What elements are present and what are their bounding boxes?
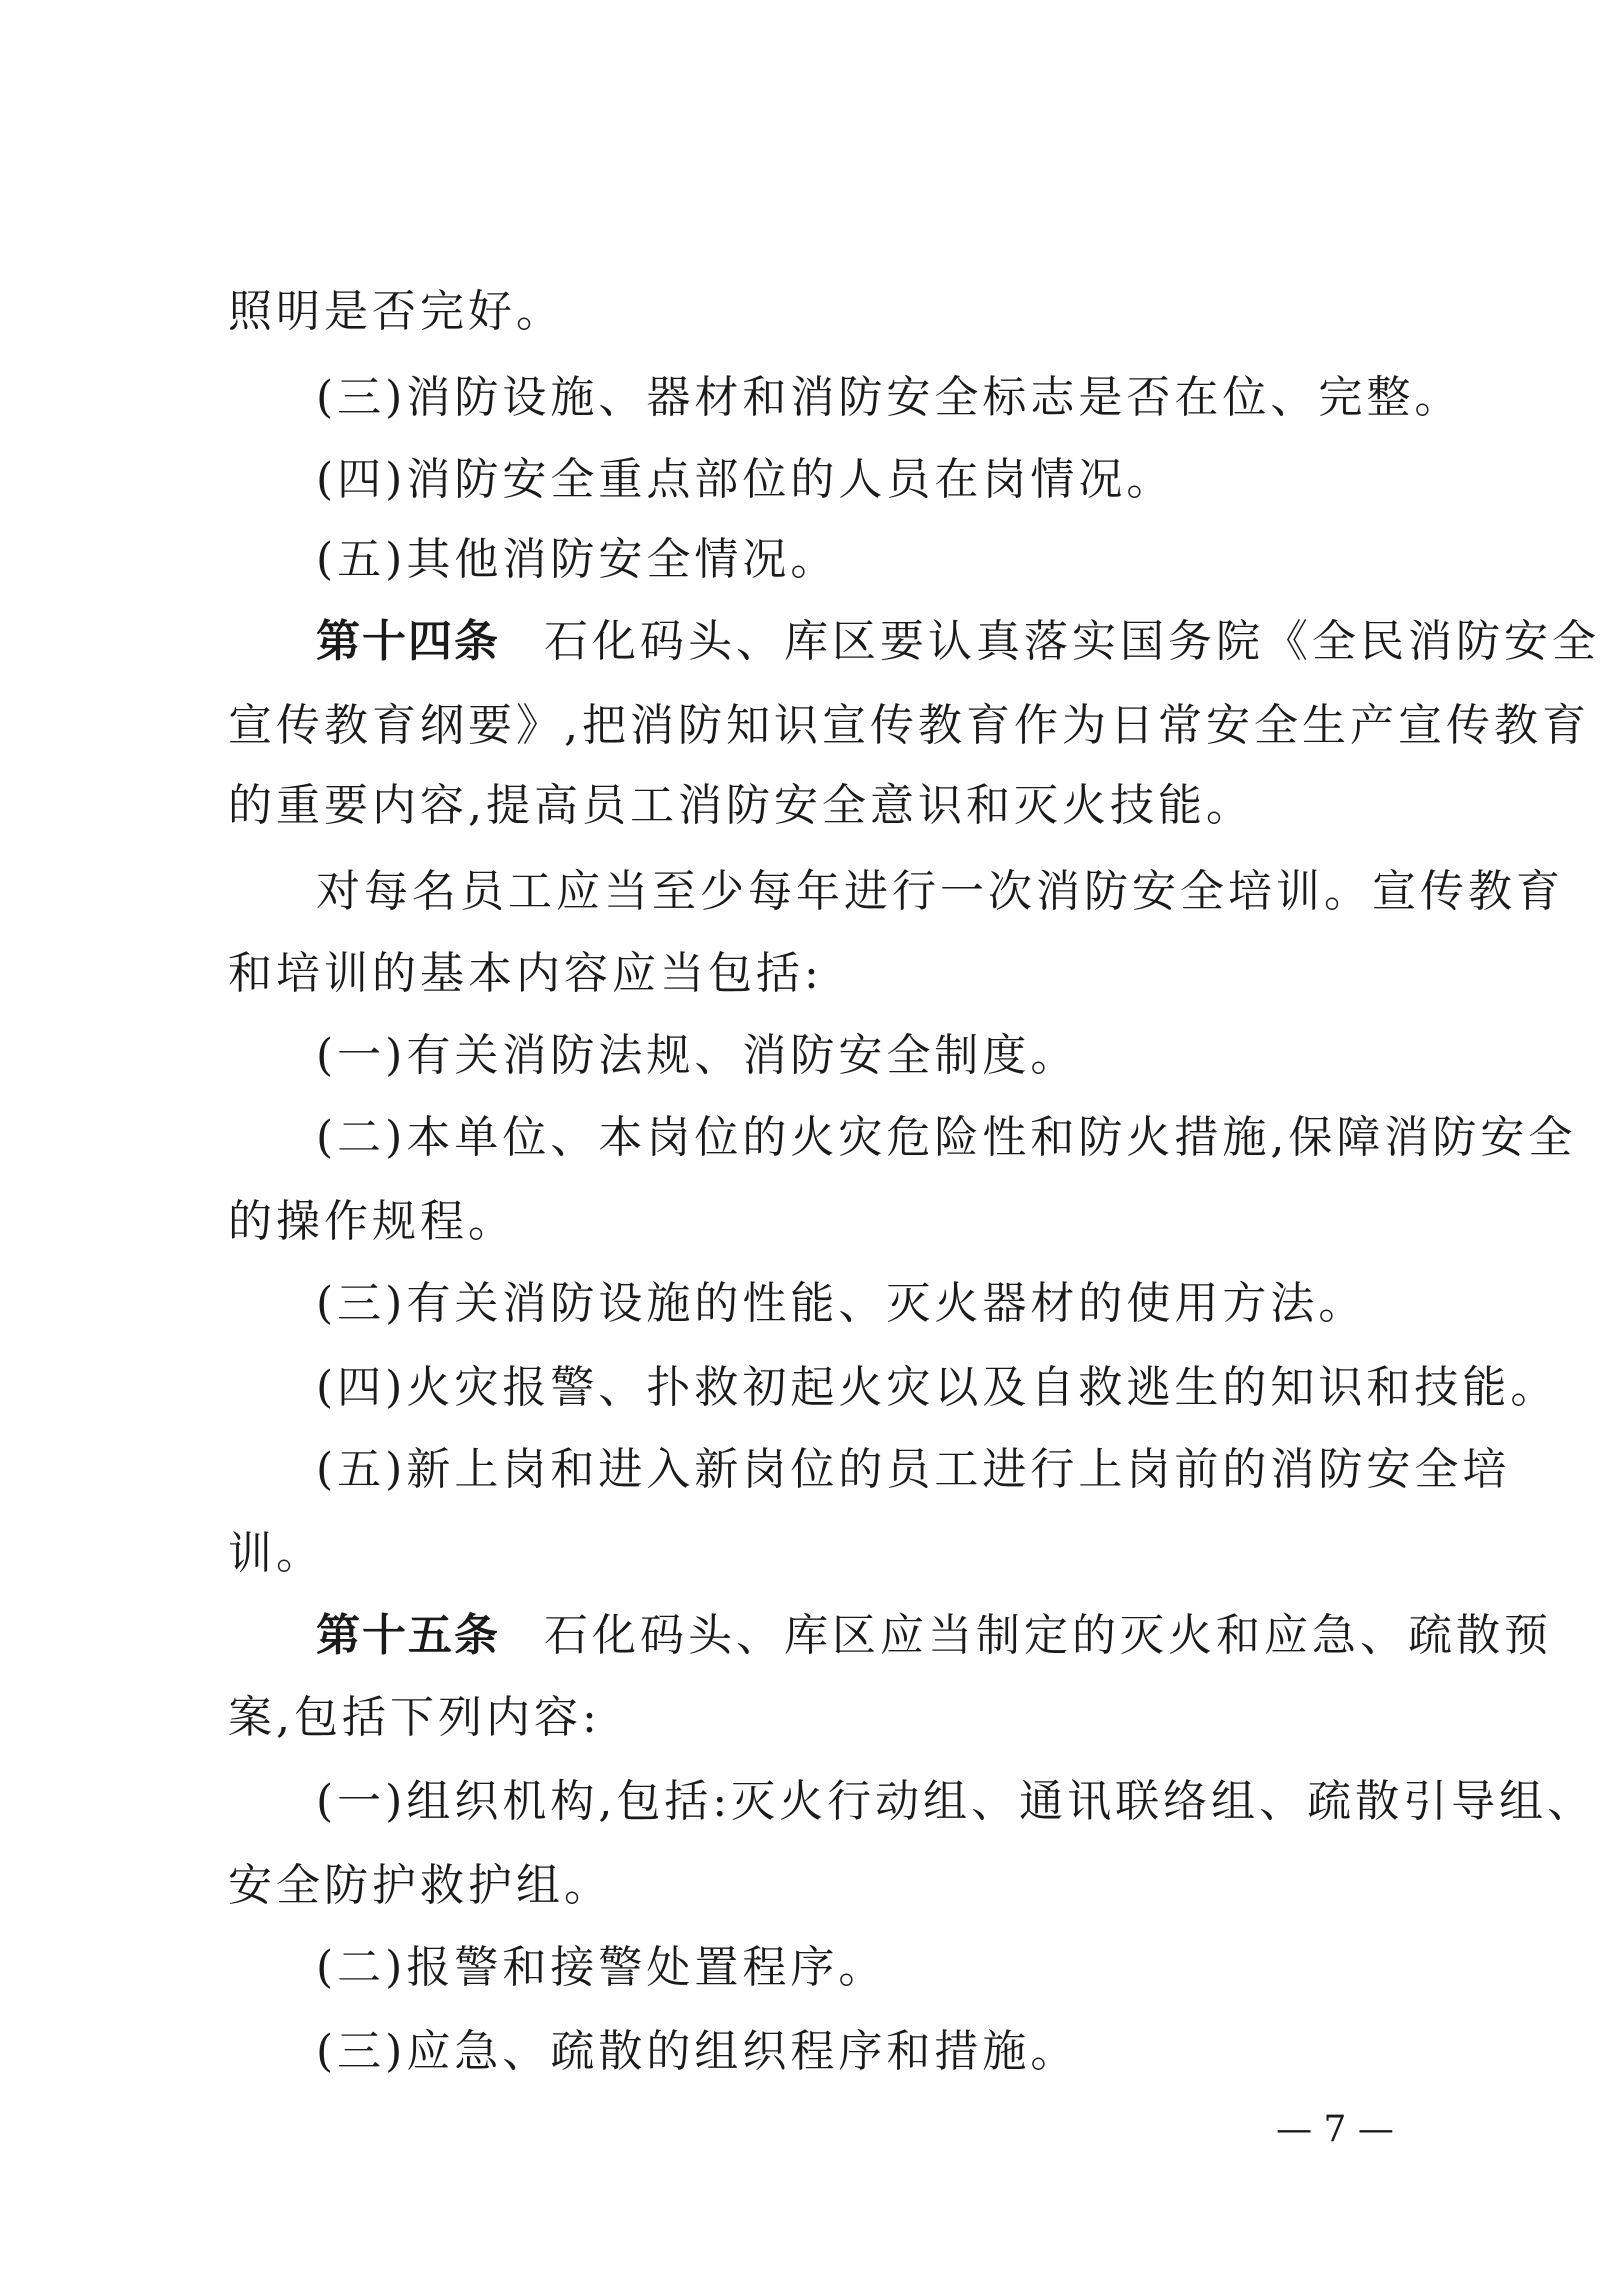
text-line: 训。 <box>228 1528 324 1579</box>
text-line: (五)新上岗和进入新岗位的员工进行上岗前的消防安全培 <box>316 1444 1511 1495</box>
article-14-label: 第十四条 <box>316 616 500 667</box>
text-line: 照明是否完好。 <box>228 286 564 337</box>
text-line: 案,包括下列内容: <box>228 1692 601 1743</box>
text-line: 安全防护救护组。 <box>228 1860 612 1911</box>
text-line: (一)有关消防法规、消防安全制度。 <box>316 1030 1079 1081</box>
text-line: (三)应急、疏散的组织程序和措施。 <box>316 2026 1079 2077</box>
text-line: (二)本单位、本岗位的火灾危险性和防火措施,保障消防安全 <box>316 1112 1577 1163</box>
text-line: (二)报警和接警处置程序。 <box>316 1942 887 1993</box>
page-number: — 7 — <box>1276 2109 1394 2150</box>
text-line: 的操作规程。 <box>228 1196 516 1247</box>
text-span: 石化码头、库区应当制定的灭火和应急、疏散预 <box>544 1610 1552 1661</box>
text-line: (五)其他消防安全情况。 <box>316 534 839 585</box>
article-14-first-line <box>316 612 1600 672</box>
article-15-label: 第十五条 <box>316 1610 500 1661</box>
text-line: (三)有关消防设施的性能、灭火器材的使用方法。 <box>316 1278 1367 1329</box>
text-line: 和培训的基本内容应当包括: <box>228 948 823 999</box>
text-line: (四)火灾报警、扑救初起火灾以及自救逃生的知识和技能。 <box>316 1362 1559 1413</box>
text-line: (四)消防安全重点部位的人员在岗情况。 <box>316 454 1175 505</box>
text-line: (三)消防设施、器材和消防安全标志是否在位、完整。 <box>316 372 1463 423</box>
text-line: 宣传教育纲要》,把消防知识宣传教育作为日常安全生产宣传教育 <box>228 700 1590 751</box>
text-line: 的重要内容,提高员工消防安全意识和灭火技能。 <box>228 780 1254 831</box>
text-line: (一)组织机构,包括:灭火行动组、通讯联络组、疏散引导组、 <box>316 1776 1596 1827</box>
text-span: 石化码头、库区要认真落实国务院《全民消防安全 <box>544 616 1600 667</box>
text-line: 对每名员工应当至少每年进行一次消防安全培训。宣传教育 <box>316 866 1564 917</box>
article-15-first-line <box>316 1606 1552 1666</box>
